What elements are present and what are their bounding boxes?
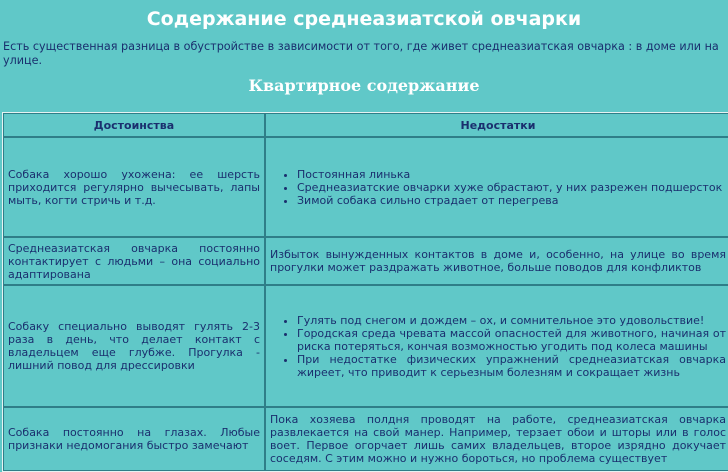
section-title: Квартирное содержание	[248, 76, 480, 95]
pro-cell: Среднеазиатская овчарка постоянно контактирует с людьми – она социально адаптирована	[3, 237, 265, 285]
con-cell: Пока хозяева полдня проводят на работе, среднеазиатская овчарка развлекается на свой манер. Например, терзает обои и шторы или в голос воет. Первое огорчает лишь самих владельцев, второе изрядно докучает соседям. С этим можно и нужно бороться, но проблема существует	[265, 407, 728, 471]
con-cell	[265, 285, 728, 407]
table-row	[3, 237, 728, 285]
con-cell: Избыток вынужденных контактов в доме и, особенно, на улице во время прогулки может раздражать животное, больше поводов для конфликтов	[265, 237, 728, 285]
pro-cell: Собаку специально выводят гулять 2-3 раза в день, что делает контакт с владельцем еще глубже. Прогулка - лишний повод для дрессировки	[3, 285, 265, 407]
page-title: Содержание среднеазиатской овчарки	[146, 8, 582, 30]
con-list	[270, 314, 726, 379]
list-item: • Гулять под снегом и дождем – ох, и сомнительное это удовольствие!	[297, 314, 726, 327]
list-item: • При недостатке физических упражнений среднеазиатская овчарка жиреет, что приводит к серьезным болезням и сокращает жизнь	[297, 353, 726, 379]
pros-cons-table	[2, 112, 728, 472]
list-item: • Городская среда чревата массой опасностей для животного, начиная от риска потеряться, кончая возможностью угодить под колеса машины	[297, 327, 726, 353]
pro-cell: Собака хорошо ухожена: ее шерсть приходится регулярно вычесывать, лапы мыть, когти стричь и т.д.	[3, 137, 265, 237]
pro-cell: Собака постоянно на глазах. Любые признаки недомогания быстро замечают	[3, 407, 265, 471]
table-row	[3, 407, 728, 471]
list-item: • Среднеазиатские овчарки хуже обрастают, у них разрежен подшерсток	[297, 181, 726, 194]
table-row	[3, 137, 728, 237]
con-cell	[265, 137, 728, 237]
con-list	[270, 168, 726, 207]
header-pros: Достоинства	[3, 113, 265, 137]
list-item: • Постоянная линька	[297, 168, 726, 181]
list-item: • Зимой собака сильно страдает от перегрева	[297, 194, 726, 207]
header-cons: Недостатки	[265, 113, 728, 137]
intro-paragraph: Есть существенная разница в обустройстве в зависимости от того, где живет среднеазиатская овчарка : в доме или на улице.	[3, 40, 719, 67]
table-row	[3, 285, 728, 407]
table-header-row	[3, 113, 728, 137]
